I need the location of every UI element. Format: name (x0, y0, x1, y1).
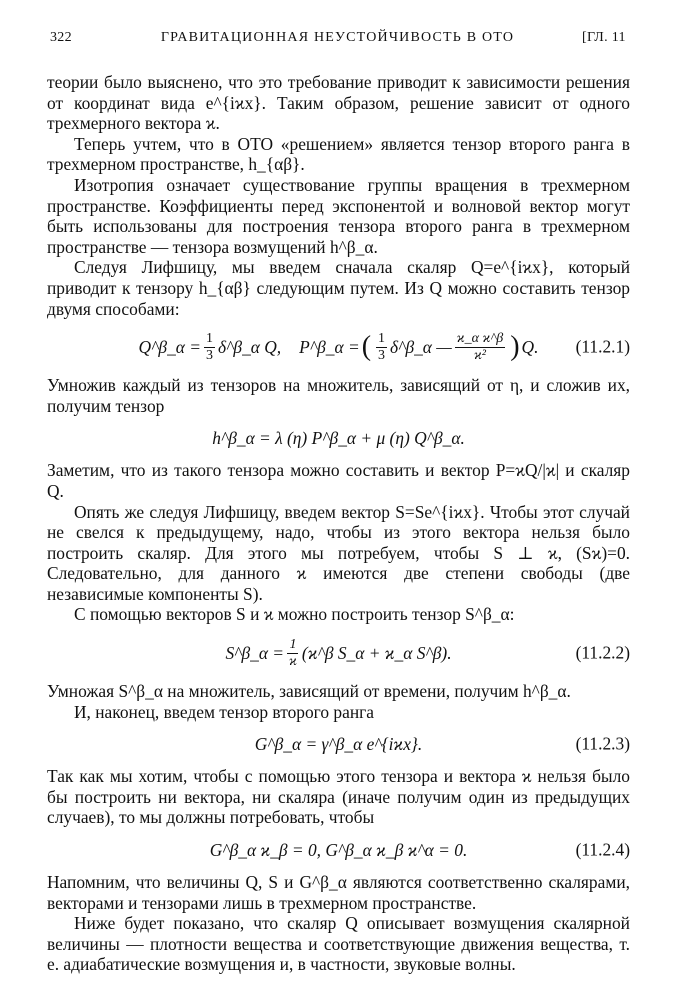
paragraph-13: Ниже будет показано, что скаляр Q описывает возмущения скалярной величины — плотности вещества и соответствующие движения вещества, т. е. адиабатические возмущения и, в частности, звуковые волны. (47, 913, 630, 975)
eq3-expr: G^β_α = γ^β_α e^{iϰx}. (254, 733, 423, 754)
paragraph-11: Так как мы хотим, чтобы с помощью этого тензора и вектора ϰ нельзя было бы построить ни вектора, ни скаляра (иначе получим один из предыдущих случаев), то мы должны потребовать, чтобы (47, 766, 630, 828)
equation-11-2-1 (47, 319, 630, 375)
eq1-frac-kappa (455, 331, 505, 364)
chapter-label: [ГЛ. 11 (582, 30, 626, 45)
paragraph-8: С помощью векторов S и ϰ можно построить тензор S^β_α: (74, 604, 515, 625)
equation-number-11-2-2: (11.2.2) (575, 642, 630, 663)
eq2-lhs: S^β_α = (225, 642, 285, 663)
eq2-frac (287, 637, 299, 670)
eq1-part1: δ^β_α Q, (218, 336, 282, 357)
eq1-lhs1: Q^β_α = (138, 336, 201, 357)
eq1-frac3-num: ϰ_α ϰ^β (456, 330, 504, 346)
equation-11-2-2 (47, 625, 630, 681)
body-text (47, 72, 630, 975)
paragraph-10: И, наконец, введем тензор второго ранга (74, 701, 374, 722)
eq1-paren-open: ( (361, 331, 372, 363)
page-number: 322 (50, 30, 72, 45)
eq4-expr: G^β_α ϰ_β = 0, G^β_α ϰ_β ϰ^α = 0. (209, 839, 468, 860)
eq1-mid2: δ^β_α — (390, 336, 452, 357)
equation-11-2-4 (47, 828, 630, 872)
paragraph-4: Следуя Лифшицу, мы введем сначала скаляр Q=e^{iϰx}, который приводит к тензору h_{αβ} следующим путем. Из Q можно составить тензор двумя способами: (47, 257, 630, 319)
paragraph-6: Заметим, что из такого тензора можно составить и вектор P=ϰQ/|ϰ| и скаляр Q. (47, 460, 630, 501)
eq1-paren-close: ) (510, 331, 520, 363)
eq2-frac-num: 1 (289, 636, 297, 652)
eq-h-expr: h^β_α = λ (η) P^β_α + μ (η) Q^β_α. (212, 428, 465, 449)
eq1-lhs2: P^β_α = (299, 336, 360, 357)
eq1-frac2-den: 3 (378, 347, 386, 363)
eq1-frac1-den: 3 (206, 347, 213, 363)
eq1-frac3-den: ϰ² (473, 347, 487, 363)
page-header (0, 30, 675, 52)
eq1-frac1-num: 1 (206, 330, 213, 346)
paragraph-5: Умножив каждый из тензоров на множитель, зависящий от η, и сложив их, получим тензор (47, 375, 630, 416)
eq1-tail2: Q. (521, 336, 539, 357)
paragraph-2: Теперь учтем, что в ОТО «решением» является тензор второго ранга в трехмерном пространстве, h_{αβ}. (47, 133, 630, 175)
equation-number-11-2-4: (11.2.4) (575, 839, 630, 860)
paragraph-9: Умножая S^β_α на множитель, зависящий от времени, получим h^β_α. (47, 681, 571, 702)
equation-11-2-3 (47, 722, 630, 766)
paragraph-1: теории было выяснено, что это требование приводит к зависимости решения от координат вида e^{iϰx}. Таким образом, решение зависит от одного трехмерного вектора ϰ. (47, 72, 630, 134)
equation-h-tensor (47, 416, 630, 460)
eq1-frac-one-third (204, 331, 215, 364)
paragraph-12: Напомним, что величины Q, S и G^β_α являются соответственно скалярами, векторами и тензорами лишь в трехмерном пространстве. (47, 872, 630, 913)
paragraph-3: Изотропия означает существование группы вращения в трехмерном пространстве. Коэффициенты перед экспонентой и волновой вектор могут быть использованы для построения тензора второго ранга в трехмерном пространстве — тензора возмущений h^β_α. (47, 174, 630, 257)
equation-number-11-2-1: (11.2.1) (575, 336, 630, 357)
eq2-rhs: (ϰ^β S_α + ϰ_α S^β). (301, 642, 452, 663)
running-title: ГРАВИТАЦИОННАЯ НЕУСТОЙЧИВОСТЬ В ОТО (160, 30, 515, 45)
eq2-frac-den: ϰ (289, 653, 297, 669)
eq1-frac-one-third-2 (376, 331, 387, 364)
paragraph-7: Опять же следуя Лифшицу, введем вектор S=Se^{iϰx}. Чтобы этот случай не свелся к предыдущему, надо, чтобы из этого вектора нельзя было построить скаляр. Для этого мы потребуем, чтобы S ⊥ ϰ, (Sϰ)=0. Следовательно, для данного ϰ имеются две степени свободы (две независимые компоненты S). (47, 501, 630, 604)
equation-number-11-2-3: (11.2.3) (575, 733, 630, 754)
eq1-frac2-num: 1 (378, 330, 386, 346)
